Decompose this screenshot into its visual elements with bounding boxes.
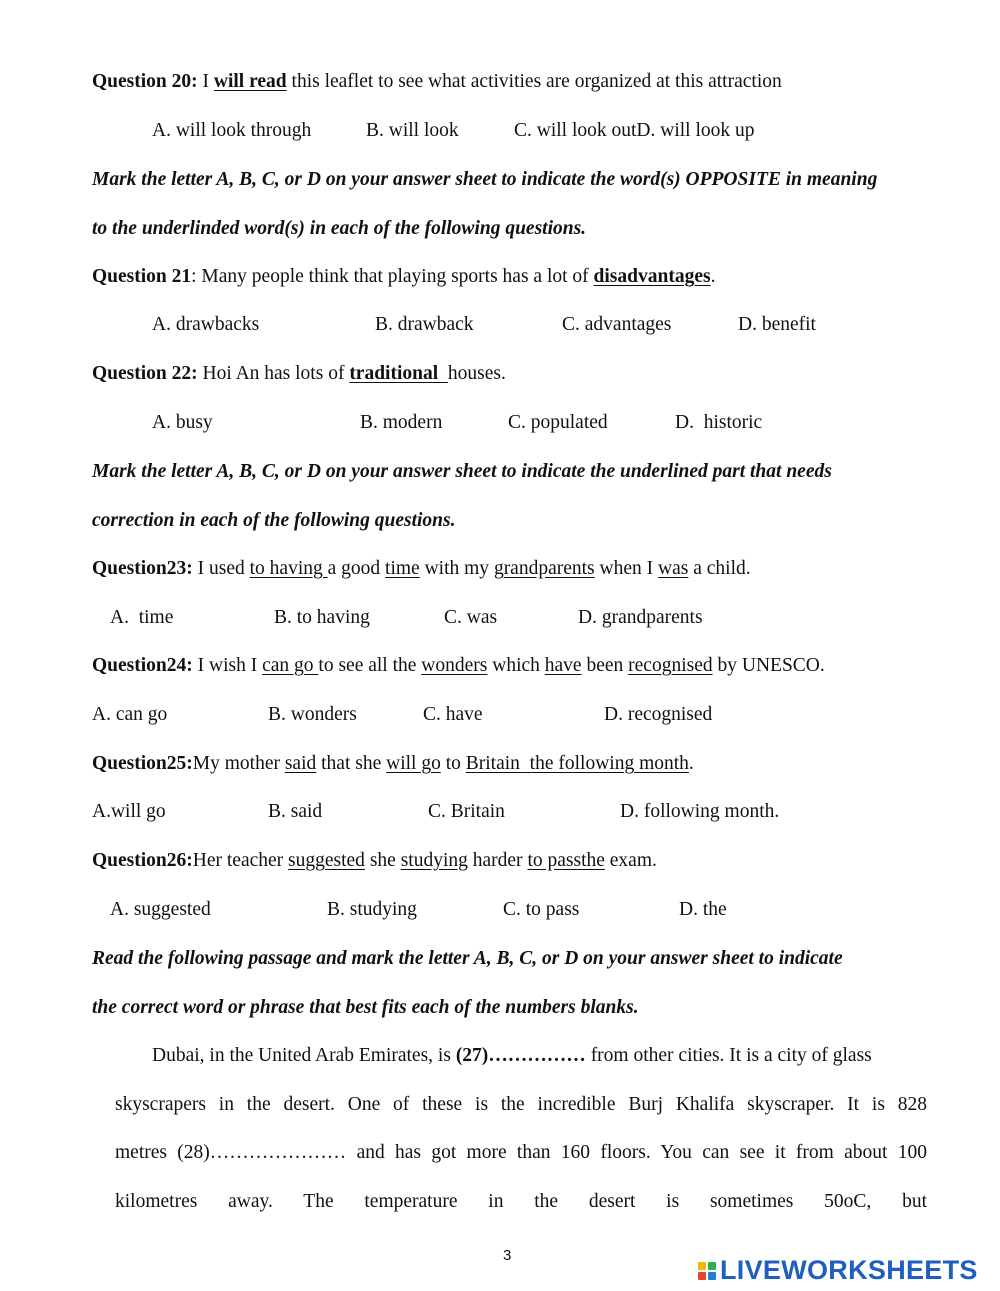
instruction-correction-line1: Mark the letter A, B, C, or D on your answer sheet to indicate the underlined part that needs — [92, 461, 832, 482]
question-text: . — [710, 266, 716, 287]
question-20 — [92, 70, 782, 94]
question-21 — [92, 265, 715, 289]
option-d[interactable]: D. benefit — [738, 314, 816, 335]
underlined-part: studying — [400, 850, 468, 871]
option-c[interactable]: C. to pass — [503, 899, 580, 920]
option-a[interactable]: A. can go — [92, 704, 168, 725]
underlined-part: wonders — [421, 655, 488, 676]
question-text: exam. — [604, 850, 657, 871]
instruction-passage-line1: Read the following passage and mark the letter A, B, C, or D on your answer sheet to indicate — [92, 948, 843, 969]
question-23 — [92, 557, 751, 581]
question-label: Question 21 — [92, 266, 192, 287]
logo-square — [698, 1272, 706, 1280]
option-a[interactable]: A.will go — [92, 801, 166, 822]
question-text: . — [688, 753, 694, 774]
option-c[interactable]: C. will look outD. will look up — [514, 120, 755, 141]
logo-square — [698, 1262, 706, 1270]
option-a[interactable]: A. drawbacks — [152, 314, 260, 335]
underlined-part: recognised — [628, 655, 713, 676]
instruction-opposite-line1: Mark the letter A, B, C, or D on your answer sheet to indicate the word(s) OPPOSITE in meaning — [92, 169, 878, 190]
question-text: Hoi An has lots of — [197, 363, 350, 384]
question-22 — [92, 362, 506, 386]
page-number: 3 — [503, 1247, 512, 1264]
underlined-part: Britain the following month — [465, 753, 689, 774]
option-b[interactable]: B. to having — [274, 607, 370, 628]
question-text: been — [581, 655, 629, 676]
question-label: Question23: — [92, 558, 193, 579]
underlined-part: to passthe — [527, 850, 605, 871]
instruction-correction-line2: correction in each of the following questions. — [92, 510, 456, 531]
question-text: Her teacher — [192, 850, 289, 871]
option-d[interactable]: D. the — [679, 899, 727, 920]
option-a[interactable]: A. suggested — [110, 899, 211, 920]
question-text: I used — [192, 558, 250, 579]
option-c[interactable]: C. Britain — [428, 801, 505, 822]
question-text: to see all the — [318, 655, 422, 676]
option-c[interactable]: C. advantages — [562, 314, 672, 335]
question-label: Question 22: — [92, 363, 198, 384]
option-a[interactable]: A. will look through — [152, 120, 312, 141]
underlined-part: was — [658, 558, 689, 579]
option-a[interactable]: A. busy — [152, 412, 213, 433]
underlined-word: disadvantages — [593, 266, 711, 287]
passage-line-3: metres (28)………………… and has got more than 160 floors. You can see it from about 100 — [115, 1142, 927, 1163]
question-26 — [92, 849, 657, 873]
question-text: houses. — [447, 363, 506, 384]
question-25 — [92, 752, 694, 776]
question-text: My mother — [192, 753, 285, 774]
instruction-opposite-line2: to the underlinded word(s) in each of the following questions. — [92, 218, 587, 239]
question-label: Question26: — [92, 850, 193, 871]
logo-square — [708, 1262, 716, 1270]
question-text: : Many people think that playing sports has a lot of — [191, 266, 594, 287]
option-d[interactable]: D. grandparents — [578, 607, 703, 628]
option-b[interactable]: B. modern — [360, 412, 443, 433]
option-d[interactable]: D. recognised — [604, 704, 713, 725]
option-d[interactable]: D. historic — [675, 412, 763, 433]
passage-text: Dubai, in the United Arab Emirates, is — [152, 1045, 456, 1066]
liveworksheets-logo[interactable] — [698, 1255, 978, 1286]
question-text: which — [487, 655, 545, 676]
option-d[interactable]: D. following month. — [620, 801, 780, 822]
passage-text: from other cities. It is a city of glass — [585, 1045, 872, 1066]
passage-line-4: kilometres away. The temperature in the desert is sometimes 50oC, but — [115, 1191, 927, 1212]
underlined-part: will go — [386, 753, 441, 774]
logo-text: LIVEWORKSHEETS — [720, 1255, 978, 1285]
question-text: a child. — [688, 558, 751, 579]
underlined-part: to having — [249, 558, 328, 579]
option-b[interactable]: B. will look — [366, 120, 459, 141]
option-c[interactable]: C. was — [444, 607, 498, 628]
question-text: that she — [316, 753, 387, 774]
blank-27[interactable]: (27)…………… — [455, 1045, 586, 1066]
question-label: Question24: — [92, 655, 193, 676]
question-label: Question25: — [92, 753, 193, 774]
option-b[interactable]: B. studying — [327, 899, 417, 920]
underlined-part: time — [385, 558, 420, 579]
option-a[interactable]: A. time — [110, 607, 174, 628]
underlined-word: traditional — [349, 363, 448, 384]
question-text: I wish I — [192, 655, 263, 676]
option-b[interactable]: B. said — [268, 801, 323, 822]
underlined-part: suggested — [288, 850, 365, 871]
question-text: she — [364, 850, 401, 871]
option-b[interactable]: B. wonders — [268, 704, 357, 725]
question-text: I — [197, 71, 214, 92]
underlined-part: have — [544, 655, 582, 676]
option-c[interactable]: C. populated — [508, 412, 608, 433]
question-text: with my — [419, 558, 494, 579]
logo-icon — [698, 1262, 716, 1280]
logo-square — [708, 1272, 716, 1280]
underlined-part: grandparents — [493, 558, 595, 579]
question-text: this leaflet to see what activities are organized at this attraction — [286, 71, 782, 92]
underlined-part: can go — [262, 655, 319, 676]
option-c[interactable]: C. have — [423, 704, 483, 725]
question-text: harder — [467, 850, 528, 871]
passage-line-2: skyscrapers in the desert. One of these is the incredible Burj Khalifa skyscraper. It is 828 — [115, 1094, 927, 1115]
question-24 — [92, 654, 825, 678]
question-text: a good — [327, 558, 386, 579]
underlined-part: said — [284, 753, 317, 774]
passage-line-1 — [152, 1044, 872, 1068]
instruction-passage-line2: the correct word or phrase that best fits each of the numbers blanks. — [92, 997, 639, 1018]
question-text: when I — [594, 558, 659, 579]
question-text: to — [440, 753, 466, 774]
underlined-word: will read — [213, 71, 287, 92]
question-label: Question 20: — [92, 71, 198, 92]
option-b[interactable]: B. drawback — [375, 314, 474, 335]
question-text: by UNESCO. — [712, 655, 825, 676]
